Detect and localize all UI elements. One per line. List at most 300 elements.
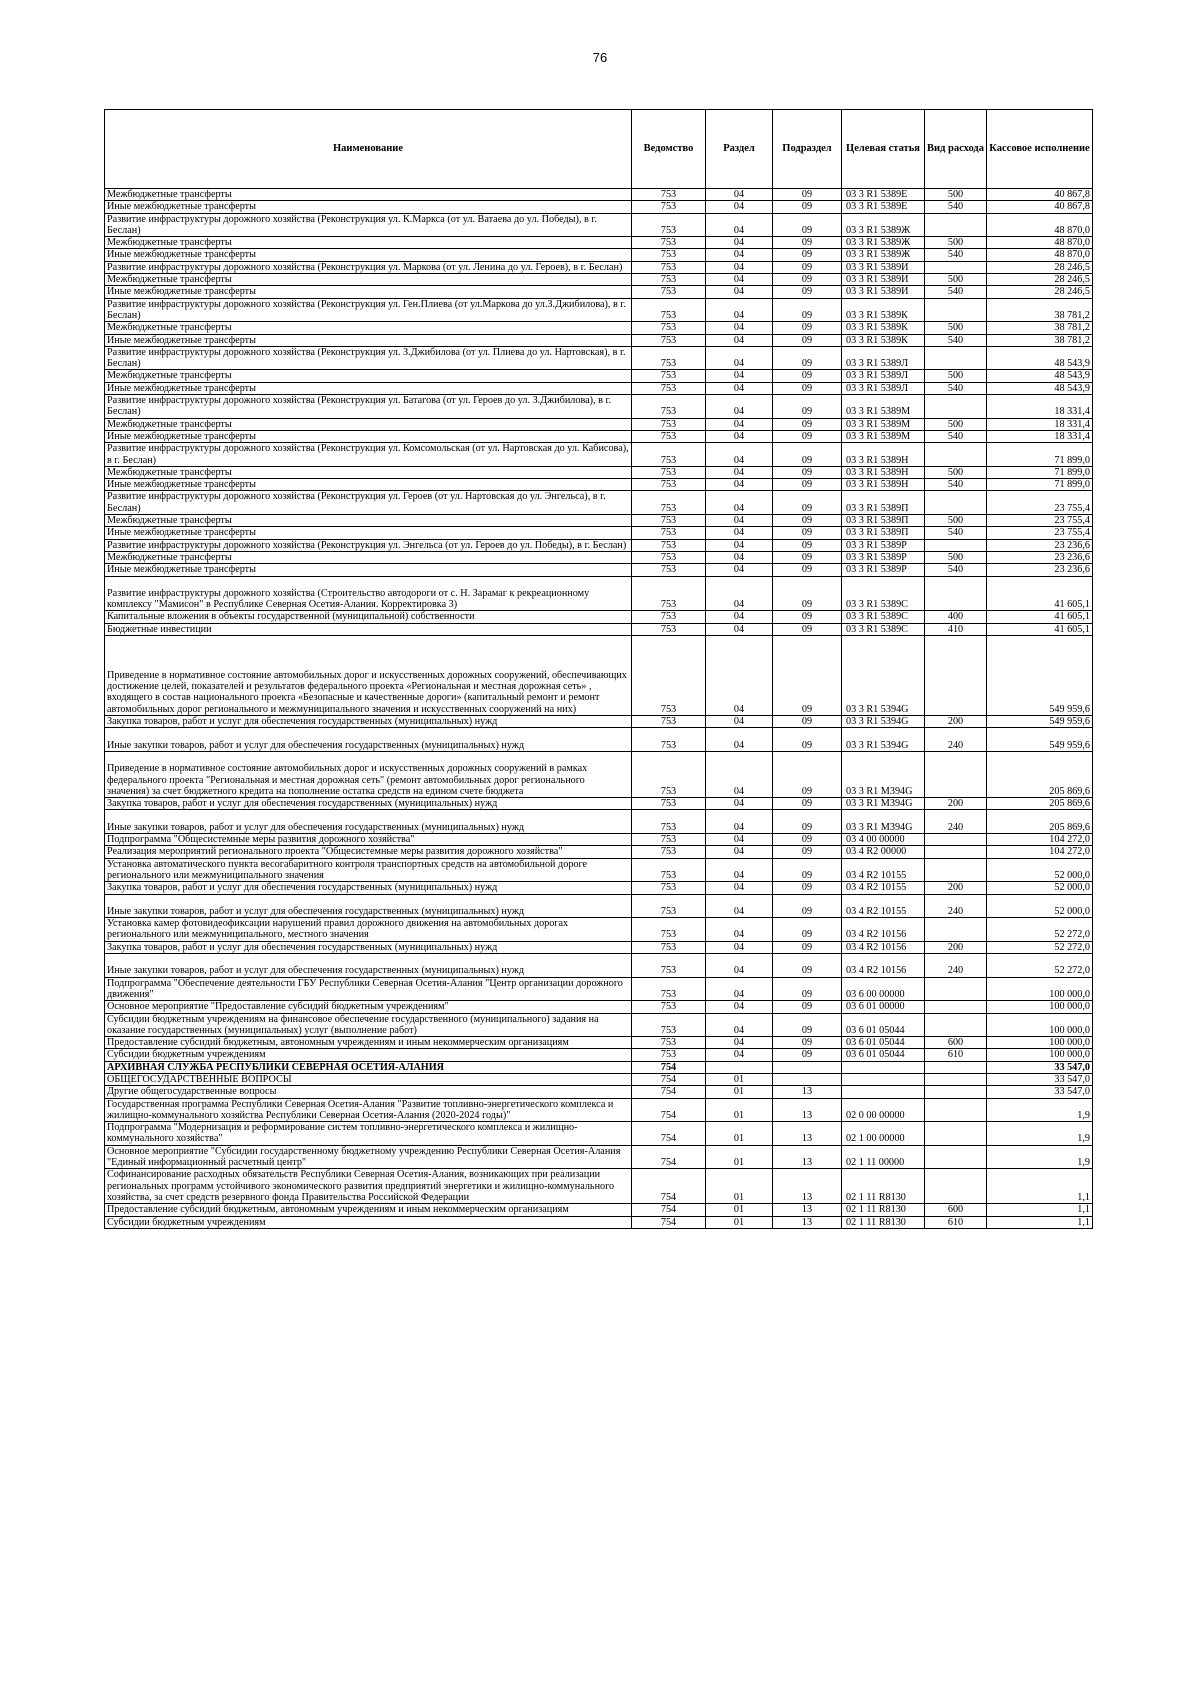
row-subsection: 09 [773, 918, 842, 942]
table-row [105, 716, 1093, 728]
row-amount: 71 899,0 [987, 443, 1093, 467]
table-row [105, 491, 1093, 515]
row-exp-type: 240 [925, 894, 987, 918]
row-dept: 754 [632, 1086, 706, 1098]
row-exp-type: 240 [925, 728, 987, 752]
row-name: Предоставление субсидий бюджетным, автономным учреждениям и иным некоммерческим организациям [105, 1037, 632, 1049]
row-subsection: 09 [773, 716, 842, 728]
header-amount: Кассовое исполнение [987, 110, 1093, 189]
row-dept: 753 [632, 527, 706, 539]
row-amount: 18 331,4 [987, 430, 1093, 442]
table-row [105, 810, 1093, 834]
row-target: 03 3 R1 5394G [842, 728, 925, 752]
row-amount: 52 000,0 [987, 894, 1093, 918]
row-name: Подпрограмма "Общесистемные меры развития дорожного хозяйства" [105, 834, 632, 846]
row-name: Основное мероприятие "Предоставление субсидий бюджетным учреждениям" [105, 1001, 632, 1013]
row-dept: 753 [632, 894, 706, 918]
row-dept: 753 [632, 611, 706, 623]
row-subsection: 09 [773, 261, 842, 273]
row-subsection: 09 [773, 635, 842, 715]
row-target: 03 3 R1 5389Л [842, 382, 925, 394]
row-dept: 753 [632, 382, 706, 394]
row-name: Приведение в нормативное состояние автомобильных дорог и искусственных дорожных сооружений в рамках федерального проекта "Региональная и местная дорожная сеть" (ремонт автомобильных дорог регионального значения) за счет бюджетного кредита на пополнение остатка средств на едином счете бюджета [105, 751, 632, 797]
table-row [105, 418, 1093, 430]
row-exp-type: 500 [925, 189, 987, 201]
row-exp-type [925, 635, 987, 715]
row-amount: 18 331,4 [987, 395, 1093, 419]
row-section: 04 [706, 430, 773, 442]
row-exp-type [925, 1073, 987, 1085]
row-amount: 71 899,0 [987, 466, 1093, 478]
row-target: 03 3 R1 5389Ж [842, 213, 925, 237]
row-name: Развитие инфраструктуры дорожного хозяйства (Строительство автодороги от с. Н. Зарамаг к рекреационному комплексу "Мамисон" в Республике Северная Осетия-Алания. Корректировка 3) [105, 576, 632, 611]
row-name: Установка камер фотовидеофиксации нарушений правил дорожного движения на автомобильных дорогах регионального или межмуниципального, местного значения [105, 918, 632, 942]
row-exp-type: 540 [925, 564, 987, 576]
row-name: Иные межбюджетные трансферты [105, 479, 632, 491]
row-amount: 549 959,6 [987, 635, 1093, 715]
table-row [105, 527, 1093, 539]
row-subsection: 09 [773, 527, 842, 539]
row-dept: 753 [632, 810, 706, 834]
row-dept: 753 [632, 237, 706, 249]
row-exp-type [925, 395, 987, 419]
row-dept: 753 [632, 623, 706, 635]
row-exp-type: 540 [925, 249, 987, 261]
table-row [105, 751, 1093, 797]
row-name: Иные закупки товаров, работ и услуг для обеспечения государственных (муниципальных) нужд [105, 810, 632, 834]
row-subsection: 09 [773, 576, 842, 611]
table-row [105, 1204, 1093, 1216]
row-section: 04 [706, 716, 773, 728]
row-exp-type [925, 846, 987, 858]
row-exp-type [925, 1013, 987, 1037]
row-name: Установка автоматического пункта весогабаритного контроля транспортных средств на автомобильной дороге регионального или межмуниципального значения [105, 858, 632, 882]
row-dept: 753 [632, 846, 706, 858]
row-target: 03 3 R1 5389М [842, 418, 925, 430]
row-section: 04 [706, 882, 773, 894]
row-name: Иные межбюджетные трансферты [105, 286, 632, 298]
row-amount: 33 547,0 [987, 1086, 1093, 1098]
row-amount: 23 755,4 [987, 515, 1093, 527]
table-row [105, 479, 1093, 491]
row-dept: 753 [632, 834, 706, 846]
row-dept: 753 [632, 716, 706, 728]
header-target: Целевая статья [842, 110, 925, 189]
row-dept: 754 [632, 1098, 706, 1122]
row-target: 03 4 R2 10155 [842, 882, 925, 894]
row-exp-type: 200 [925, 798, 987, 810]
row-exp-type [925, 576, 987, 611]
row-name: Развитие инфраструктуры дорожного хозяйства (Реконструкция ул. Героев (от ул. Нартовская до ул. Энгельса), в г. Беслан) [105, 491, 632, 515]
row-subsection: 09 [773, 334, 842, 346]
row-section: 04 [706, 918, 773, 942]
row-target: 02 1 11 R8130 [842, 1204, 925, 1216]
row-exp-type: 500 [925, 237, 987, 249]
row-section: 04 [706, 941, 773, 953]
row-target: 03 3 R1 5389С [842, 576, 925, 611]
row-dept: 753 [632, 213, 706, 237]
row-target: 03 4 R2 10155 [842, 894, 925, 918]
row-name: Софинансирование расходных обязательств Республики Северная Осетия-Алания, возникающих при реализации региональных программ устойчивого экономического развития предприятий энергетики и жилищно-коммунального хозяйства, за счет средств резервного фонда Правительства Российской Федерации [105, 1169, 632, 1204]
row-amount: 52 000,0 [987, 858, 1093, 882]
row-section: 04 [706, 189, 773, 201]
row-subsection: 09 [773, 941, 842, 953]
row-section: 04 [706, 261, 773, 273]
row-dept: 753 [632, 728, 706, 752]
row-section [706, 1061, 773, 1073]
row-target: 03 3 R1 5389К [842, 298, 925, 322]
row-name: Межбюджетные трансферты [105, 322, 632, 334]
table-row [105, 382, 1093, 394]
row-subsection: 13 [773, 1204, 842, 1216]
table-row [105, 882, 1093, 894]
table-row [105, 395, 1093, 419]
row-section: 01 [706, 1169, 773, 1204]
row-exp-type [925, 1001, 987, 1013]
row-exp-type: 410 [925, 623, 987, 635]
row-section: 04 [706, 551, 773, 563]
row-subsection: 09 [773, 395, 842, 419]
row-dept: 753 [632, 286, 706, 298]
row-name: Другие общегосударственные вопросы [105, 1086, 632, 1098]
row-section: 01 [706, 1216, 773, 1228]
row-target [842, 1086, 925, 1098]
row-name: Закупка товаров, работ и услуг для обеспечения государственных (муниципальных) нужд [105, 882, 632, 894]
table-row [105, 1145, 1093, 1169]
table-row [105, 261, 1093, 273]
row-target: 03 4 R2 10156 [842, 954, 925, 978]
row-target: 03 3 R1 5389М [842, 395, 925, 419]
table-row [105, 370, 1093, 382]
row-dept: 754 [632, 1122, 706, 1146]
table-row [105, 189, 1093, 201]
row-dept: 753 [632, 466, 706, 478]
row-target [842, 1073, 925, 1085]
table-row [105, 635, 1093, 715]
row-dept: 754 [632, 1204, 706, 1216]
row-name: Иные межбюджетные трансферты [105, 564, 632, 576]
row-subsection: 09 [773, 491, 842, 515]
row-section: 04 [706, 623, 773, 635]
row-section: 01 [706, 1086, 773, 1098]
row-amount: 549 959,6 [987, 716, 1093, 728]
row-amount: 205 869,6 [987, 810, 1093, 834]
row-target: 03 3 R1 5389С [842, 623, 925, 635]
row-amount: 41 605,1 [987, 576, 1093, 611]
row-subsection: 09 [773, 954, 842, 978]
row-amount: 1,9 [987, 1122, 1093, 1146]
row-target: 03 3 R1 5389Е [842, 189, 925, 201]
row-amount: 1,1 [987, 1169, 1093, 1204]
row-exp-type [925, 1169, 987, 1204]
row-name: Развитие инфраструктуры дорожного хозяйства (Реконструкция ул. Ген.Плиева (от ул.Маркова до ул.З.Джибилова), в г. Беслан) [105, 298, 632, 322]
budget-table [104, 109, 1093, 1229]
row-subsection: 09 [773, 466, 842, 478]
row-subsection: 09 [773, 611, 842, 623]
row-name: Межбюджетные трансферты [105, 418, 632, 430]
row-dept: 753 [632, 491, 706, 515]
row-target: 03 3 R1 5389Н [842, 466, 925, 478]
row-exp-type: 500 [925, 370, 987, 382]
table-row [105, 1098, 1093, 1122]
row-section: 04 [706, 751, 773, 797]
row-target: 03 3 R1 5389Н [842, 443, 925, 467]
row-name: Приведение в нормативное состояние автомобильных дорог и искусственных дорожных сооружений, обеспечивающих достижение целей, показателей и результатов федерального проекта «Региональная и местная дорожная сеть» , входящего в состав национального проекта «Безопасные и качественные дороги» (капитальный ремонт и ремонт автомобильных дорог регионального и межмуниципального значения и искусственных сооружений на них) [105, 635, 632, 715]
header-section: Раздел [706, 110, 773, 189]
table-body [105, 189, 1093, 1229]
table-row [105, 1086, 1093, 1098]
row-section: 04 [706, 201, 773, 213]
row-section: 04 [706, 858, 773, 882]
row-section: 04 [706, 322, 773, 334]
header-name: Наименование [105, 110, 632, 189]
row-amount: 23 236,6 [987, 551, 1093, 563]
row-name: Иные межбюджетные трансферты [105, 430, 632, 442]
row-name: Капитальные вложения в объекты государственной (муниципальной) собственности [105, 611, 632, 623]
page-number: 76 [592, 50, 608, 65]
row-subsection: 09 [773, 977, 842, 1001]
row-name: Государственная программа Республики Северная Осетия-Алания "Развитие топливно-энергетического комплекса и жилищно-коммунального хозяйства Республики Северная Осетия-Алания (2020-2024 годы)" [105, 1098, 632, 1122]
row-amount: 1,1 [987, 1216, 1093, 1228]
row-subsection: 09 [773, 443, 842, 467]
row-dept: 753 [632, 576, 706, 611]
row-amount: 38 781,2 [987, 322, 1093, 334]
row-amount: 1,9 [987, 1098, 1093, 1122]
row-amount: 40 867,8 [987, 189, 1093, 201]
row-section: 04 [706, 635, 773, 715]
row-exp-type: 500 [925, 322, 987, 334]
row-amount: 549 959,6 [987, 728, 1093, 752]
row-subsection: 09 [773, 551, 842, 563]
row-name: Предоставление субсидий бюджетным, автономным учреждениям и иным некоммерческим организациям [105, 1204, 632, 1216]
table-row [105, 1001, 1093, 1013]
row-subsection: 13 [773, 1145, 842, 1169]
row-name: Подпрограмма "Модернизация и реформирование систем топливно-энергетического комплекса и жилищно-коммунального хозяйства" [105, 1122, 632, 1146]
row-amount: 28 246,5 [987, 286, 1093, 298]
row-target: 03 3 R1 5389П [842, 515, 925, 527]
row-target: 03 3 R1 М394G [842, 798, 925, 810]
row-subsection: 13 [773, 1098, 842, 1122]
row-section: 04 [706, 846, 773, 858]
row-exp-type [925, 539, 987, 551]
row-dept: 754 [632, 1073, 706, 1085]
row-target: 03 6 01 00000 [842, 1001, 925, 1013]
table-row [105, 894, 1093, 918]
row-exp-type: 600 [925, 1204, 987, 1216]
row-target: 03 3 R1 5389Р [842, 564, 925, 576]
row-exp-type [925, 1098, 987, 1122]
row-name: АРХИВНАЯ СЛУЖБА РЕСПУБЛИКИ СЕВЕРНАЯ ОСЕТИЯ-АЛАНИЯ [105, 1061, 632, 1073]
row-subsection: 09 [773, 286, 842, 298]
row-name: Основное мероприятие "Субсидии государственному бюджетному учреждению Республики Северная Осетия-Алания "Единый информационный расчетный центр" [105, 1145, 632, 1169]
table-header-row [105, 110, 1093, 189]
row-exp-type [925, 977, 987, 1001]
row-name: Межбюджетные трансферты [105, 237, 632, 249]
table-row [105, 430, 1093, 442]
table-row [105, 798, 1093, 810]
row-section: 04 [706, 810, 773, 834]
row-amount: 104 272,0 [987, 834, 1093, 846]
row-amount: 1,9 [987, 1145, 1093, 1169]
row-amount: 41 605,1 [987, 611, 1093, 623]
row-exp-type: 610 [925, 1049, 987, 1061]
row-name: Развитие инфраструктуры дорожного хозяйства (Реконструкция ул. Комсомольская (от ул. Нартовская до ул. Кабисова), в г. Беслан) [105, 443, 632, 467]
table-row [105, 954, 1093, 978]
row-amount: 52 272,0 [987, 954, 1093, 978]
row-amount: 1,1 [987, 1204, 1093, 1216]
row-target: 03 4 R2 10156 [842, 918, 925, 942]
row-name: Закупка товаров, работ и услуг для обеспечения государственных (муниципальных) нужд [105, 716, 632, 728]
row-subsection: 09 [773, 846, 842, 858]
row-section: 04 [706, 443, 773, 467]
row-target: 03 3 R1 5389К [842, 322, 925, 334]
row-subsection: 09 [773, 751, 842, 797]
table-row [105, 334, 1093, 346]
table-row [105, 274, 1093, 286]
row-name: ОБЩЕГОСУДАРСТВЕННЫЕ ВОПРОСЫ [105, 1073, 632, 1085]
row-section: 04 [706, 527, 773, 539]
row-dept: 753 [632, 443, 706, 467]
row-exp-type: 400 [925, 611, 987, 623]
row-amount: 71 899,0 [987, 479, 1093, 491]
row-target: 03 3 R1 5389Ж [842, 237, 925, 249]
row-subsection [773, 1073, 842, 1085]
row-amount: 100 000,0 [987, 1037, 1093, 1049]
row-exp-type: 500 [925, 551, 987, 563]
row-dept: 753 [632, 479, 706, 491]
row-name: Иные межбюджетные трансферты [105, 249, 632, 261]
row-name: Межбюджетные трансферты [105, 466, 632, 478]
row-subsection: 09 [773, 298, 842, 322]
row-amount: 33 547,0 [987, 1061, 1093, 1073]
row-exp-type [925, 918, 987, 942]
table-row [105, 977, 1093, 1001]
row-section: 04 [706, 346, 773, 370]
row-target: 03 3 R1 5389Н [842, 479, 925, 491]
row-amount: 48 543,9 [987, 370, 1093, 382]
row-subsection: 09 [773, 515, 842, 527]
row-amount: 40 867,8 [987, 201, 1093, 213]
row-subsection: 13 [773, 1122, 842, 1146]
row-target: 03 3 R1 5389И [842, 274, 925, 286]
row-target: 03 3 R1 5389Е [842, 201, 925, 213]
row-subsection: 09 [773, 834, 842, 846]
row-amount: 52 000,0 [987, 882, 1093, 894]
row-section: 04 [706, 274, 773, 286]
table-row [105, 1073, 1093, 1085]
row-name: Иные межбюджетные трансферты [105, 527, 632, 539]
table-row [105, 249, 1093, 261]
row-amount: 100 000,0 [987, 977, 1093, 1001]
table-row [105, 941, 1093, 953]
table-row [105, 564, 1093, 576]
row-dept: 753 [632, 564, 706, 576]
row-amount: 23 236,6 [987, 564, 1093, 576]
row-name: Бюджетные инвестиции [105, 623, 632, 635]
row-exp-type: 540 [925, 334, 987, 346]
row-section: 04 [706, 418, 773, 430]
row-section: 04 [706, 382, 773, 394]
row-subsection: 09 [773, 370, 842, 382]
table-row [105, 858, 1093, 882]
row-name: Развитие инфраструктуры дорожного хозяйства (Реконструкция ул. Маркова (от ул. Ленина до ул. Героев), в г. Беслан) [105, 261, 632, 273]
row-subsection: 13 [773, 1169, 842, 1204]
row-exp-type [925, 1122, 987, 1146]
row-target: 03 3 R1 5389Р [842, 539, 925, 551]
row-amount: 28 246,5 [987, 261, 1093, 273]
row-section: 01 [706, 1122, 773, 1146]
row-subsection: 09 [773, 894, 842, 918]
row-target: 03 3 R1 5389М [842, 430, 925, 442]
row-dept: 753 [632, 261, 706, 273]
row-dept: 753 [632, 189, 706, 201]
row-dept: 753 [632, 334, 706, 346]
table-row [105, 1216, 1093, 1228]
row-dept: 753 [632, 322, 706, 334]
row-amount: 52 272,0 [987, 918, 1093, 942]
row-amount: 23 755,4 [987, 491, 1093, 515]
row-dept: 753 [632, 539, 706, 551]
row-section: 04 [706, 213, 773, 237]
row-amount: 23 755,4 [987, 527, 1093, 539]
row-amount: 48 870,0 [987, 249, 1093, 261]
row-dept: 753 [632, 551, 706, 563]
row-section: 04 [706, 564, 773, 576]
row-subsection: 09 [773, 1037, 842, 1049]
row-exp-type: 540 [925, 201, 987, 213]
row-amount: 38 781,2 [987, 298, 1093, 322]
row-target: 02 1 11 00000 [842, 1145, 925, 1169]
row-target: 03 3 R1 5389П [842, 491, 925, 515]
row-subsection: 09 [773, 418, 842, 430]
row-exp-type [925, 346, 987, 370]
row-name: Развитие инфраструктуры дорожного хозяйства (Реконструкция ул. Батагова (от ул. Героев до ул. З.Джибилова), в г. Беслан) [105, 395, 632, 419]
row-subsection: 09 [773, 274, 842, 286]
row-target: 02 1 11 R8130 [842, 1216, 925, 1228]
row-section: 04 [706, 515, 773, 527]
table-row [105, 623, 1093, 635]
row-exp-type: 600 [925, 1037, 987, 1049]
row-subsection: 09 [773, 1001, 842, 1013]
row-subsection: 09 [773, 201, 842, 213]
row-dept: 753 [632, 1001, 706, 1013]
row-section: 04 [706, 491, 773, 515]
row-section: 04 [706, 1037, 773, 1049]
row-exp-type [925, 1061, 987, 1073]
row-exp-type: 610 [925, 1216, 987, 1228]
row-name: Межбюджетные трансферты [105, 515, 632, 527]
row-name: Иные межбюджетные трансферты [105, 382, 632, 394]
row-name: Межбюджетные трансферты [105, 274, 632, 286]
table-row [105, 298, 1093, 322]
table-row [105, 201, 1093, 213]
row-target: 03 4 00 00000 [842, 834, 925, 846]
row-target: 03 3 R1 5394G [842, 635, 925, 715]
row-section: 01 [706, 1098, 773, 1122]
row-exp-type [925, 834, 987, 846]
row-section: 04 [706, 395, 773, 419]
row-target: 02 0 00 00000 [842, 1098, 925, 1122]
row-amount: 48 543,9 [987, 382, 1093, 394]
row-amount: 100 000,0 [987, 1049, 1093, 1061]
table-row [105, 576, 1093, 611]
row-dept: 753 [632, 515, 706, 527]
row-subsection: 09 [773, 882, 842, 894]
row-section: 04 [706, 798, 773, 810]
row-subsection: 09 [773, 322, 842, 334]
row-name: Развитие инфраструктуры дорожного хозяйства (Реконструкция ул. З.Джибилова (от ул. Плиева до ул. Нартовская), в г. Беслан) [105, 346, 632, 370]
row-name: Субсидии бюджетным учреждениям на финансовое обеспечение государственного (муниципального) задания на оказание государственных (муниципальных) услуг (выполнение работ) [105, 1013, 632, 1037]
